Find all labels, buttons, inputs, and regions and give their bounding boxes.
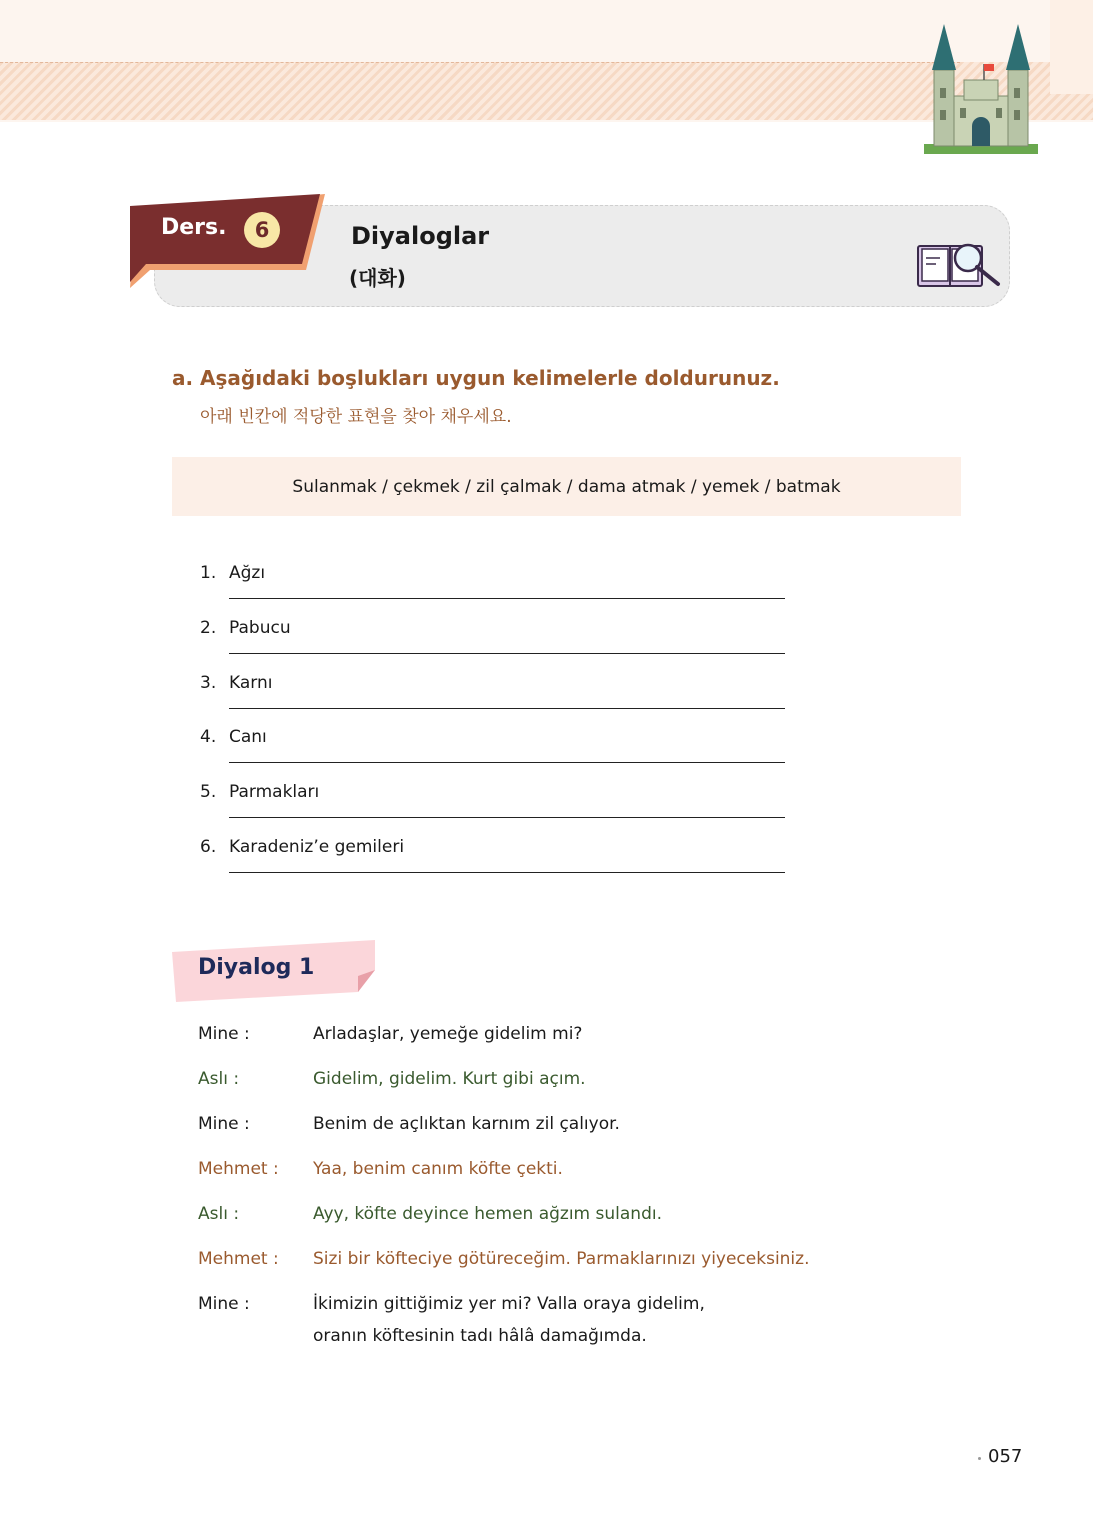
fill-item (200, 563, 785, 603)
fill-item-text: Canı (229, 727, 267, 747)
dialog-text: Ayy, köfte deyince hemen ağzım sulandı. (313, 1204, 662, 1224)
fill-item-number: 6. (200, 837, 217, 857)
exercise-letter: a. (172, 366, 194, 390)
fill-item (200, 782, 785, 822)
fill-item-text: Karadeniz’e gemileri (229, 837, 405, 857)
lesson-number-badge: 6 (244, 212, 280, 248)
dialog-text: İkimizin gittiğimiz yer mi? Valla oraya gidelim, (313, 1294, 705, 1314)
fill-item-number: 2. (200, 618, 217, 638)
word-bank-text: Sulanmak / çekmek / zil çalmak / dama atmak / yemek / batmak (292, 476, 841, 497)
fill-item (200, 837, 785, 877)
dialog-text: Sizi bir köfteciye götüreceğim. Parmaklarınızı yiyeceksiniz. (313, 1249, 810, 1269)
fill-item-number: 4. (200, 727, 217, 747)
dialog-text: oranın köftesinin tadı hâlâ damağımda. (313, 1326, 647, 1346)
dialog-text: Benim de açlıktan karnım zil çalıyor. (313, 1114, 620, 1134)
dialog-speaker: Mehmet : (198, 1249, 279, 1269)
dialog-text: Yaa, benim canım köfte çekti. (313, 1159, 563, 1179)
lesson-tag (130, 194, 325, 288)
fill-item-text: Ağzı (229, 563, 266, 583)
dialog-title: Diyalog 1 (198, 955, 315, 980)
book-magnifier-icon (916, 240, 1002, 290)
page-number-dot (978, 1457, 981, 1460)
fill-item-number: 1. (200, 563, 217, 583)
fill-item (200, 673, 785, 713)
page-number: 057 (988, 1446, 1023, 1467)
fill-item (200, 727, 785, 767)
fill-item-text: Parmakları (229, 782, 320, 802)
dialog-speaker: Aslı : (198, 1204, 240, 1224)
top-dashed-line (0, 62, 960, 63)
lesson-label: Ders. (161, 215, 227, 240)
fill-item-number: 5. (200, 782, 217, 802)
dialog-text: Gidelim, gidelim. Kurt gibi açım. (313, 1069, 586, 1089)
top-right-block (1050, 0, 1093, 94)
fill-item (200, 618, 785, 658)
dialog-speaker: Mehmet : (198, 1159, 279, 1179)
exercise-instruction: Aşağıdaki boşlukları uygun kelimelerle doldurunuz. (200, 366, 780, 390)
fill-item-number: 3. (200, 673, 217, 693)
castle-illustration (918, 18, 1042, 156)
answer-blank-line[interactable] (229, 762, 785, 763)
lesson-title: Diyaloglar (351, 222, 490, 250)
answer-blank-line[interactable] (229, 708, 785, 709)
answer-blank-line[interactable] (229, 653, 785, 654)
word-bank-box (172, 457, 961, 516)
dialog-speaker: Aslı : (198, 1069, 240, 1089)
answer-blank-line[interactable] (229, 598, 785, 599)
answer-blank-line[interactable] (229, 817, 785, 818)
fill-item-text: Karnı (229, 673, 273, 693)
dialog-speaker: Mine : (198, 1024, 250, 1044)
answer-blank-line[interactable] (229, 872, 785, 873)
exercise-instruction-korean: 아래 빈칸에 적당한 표현을 찾아 채우세요. (200, 407, 512, 427)
lesson-subtitle: (대화) (349, 266, 406, 290)
dialog-speaker: Mine : (198, 1114, 250, 1134)
dialog-speaker: Mine : (198, 1294, 250, 1314)
dialog-text: Arladaşlar, yemeğe gidelim mi? (313, 1024, 583, 1044)
fill-item-text: Pabucu (229, 618, 291, 638)
